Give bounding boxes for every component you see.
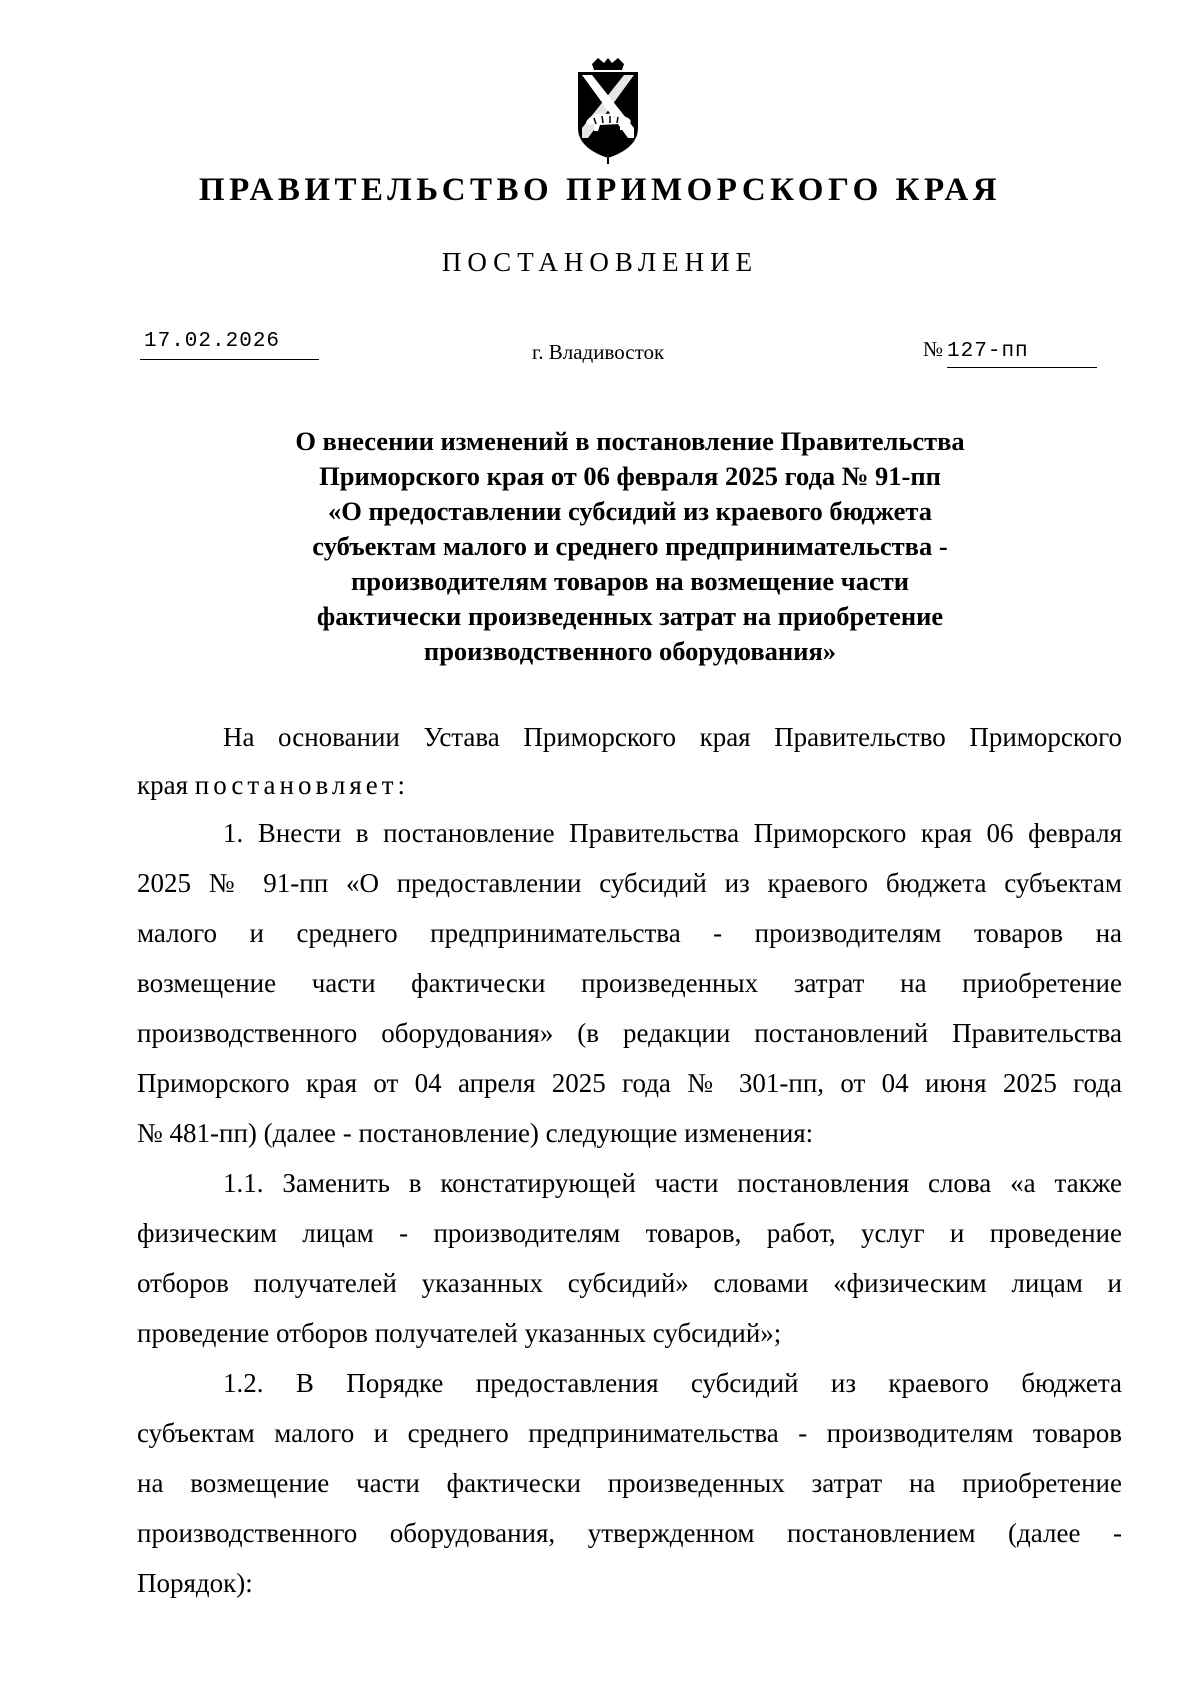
issuing-authority: ПРАВИТЕЛЬСТВО ПРИМОРСКОГО КРАЯ xyxy=(198,172,1002,208)
body-line: На основании Устава Приморского края Правительство Приморского xyxy=(223,722,1122,752)
body-line: на возмещение части фактически произведенных затрат на приобретение xyxy=(137,1468,1122,1498)
coat-of-arms-emblem xyxy=(572,58,644,164)
document-date: 17.02.2026 xyxy=(140,330,319,360)
title-line: Приморского края от 06 февраля 2025 года № 91-пп xyxy=(319,461,941,491)
body-line: проведение отборов получателей указанных субсидий»; xyxy=(137,1318,782,1348)
title-line: производителям товаров на возмещение части xyxy=(350,566,910,596)
title-line: субъектам малого и среднего предпринимательства - xyxy=(312,531,948,561)
body-text: края xyxy=(137,770,189,800)
body-line xyxy=(137,770,1122,802)
document-title xyxy=(200,424,1060,669)
body-line: возмещение части фактически произведенных затрат на приобретение xyxy=(137,968,1122,998)
body-line: 1.1. Заменить в констатирующей части постановления слова «а также xyxy=(223,1168,1122,1198)
number-value: 127-пп xyxy=(947,340,1097,368)
resolves-word: постановляет: xyxy=(194,770,410,800)
body-line: физическим лицам - производителям товаров, работ, услуг и проведение xyxy=(137,1218,1122,1248)
title-line: фактически произведенных затрат на приобретение xyxy=(316,601,944,631)
title-line: «О предоставлении субсидий из краевого бюджета xyxy=(328,496,932,526)
number-sign: № xyxy=(923,337,944,361)
body-line: субъектам малого и среднего предпринимательства - производителям товаров xyxy=(137,1418,1122,1448)
body-line: 2025 № 91-пп «О предоставлении субсидий из краевого бюджета субъектам xyxy=(137,868,1122,898)
title-line: О внесении изменений в постановление Правительства xyxy=(295,426,965,456)
title-line: производственного оборудования» xyxy=(423,636,837,666)
body-line: Приморского края от 04 апреля 2025 года № 301-пп, от 04 июня 2025 года xyxy=(137,1068,1122,1098)
body-line: Порядок): xyxy=(137,1568,253,1598)
body-line: № 481-пп) (далее - постановление) следующие изменения: xyxy=(137,1118,814,1148)
body-line: 1. Внести в постановление Правительства Приморского края 06 февраля xyxy=(223,818,1122,848)
body-line: отборов получателей указанных субсидий» словами «физическим лицам и xyxy=(137,1268,1122,1298)
document-city: г. Владивосток xyxy=(532,340,665,364)
document-number xyxy=(923,337,1097,368)
body-line: производственного оборудования, утвержденном постановлением (далее - xyxy=(137,1518,1122,1548)
body-line: 1.2. В Порядке предоставления субсидий из краевого бюджета xyxy=(223,1368,1122,1398)
document-type: ПОСТАНОВЛЕНИЕ xyxy=(441,247,759,277)
body-line: малого и среднего предпринимательства - производителям товаров на xyxy=(137,918,1122,948)
body-line: производственного оборудования» (в редакции постановлений Правительства xyxy=(137,1018,1122,1048)
